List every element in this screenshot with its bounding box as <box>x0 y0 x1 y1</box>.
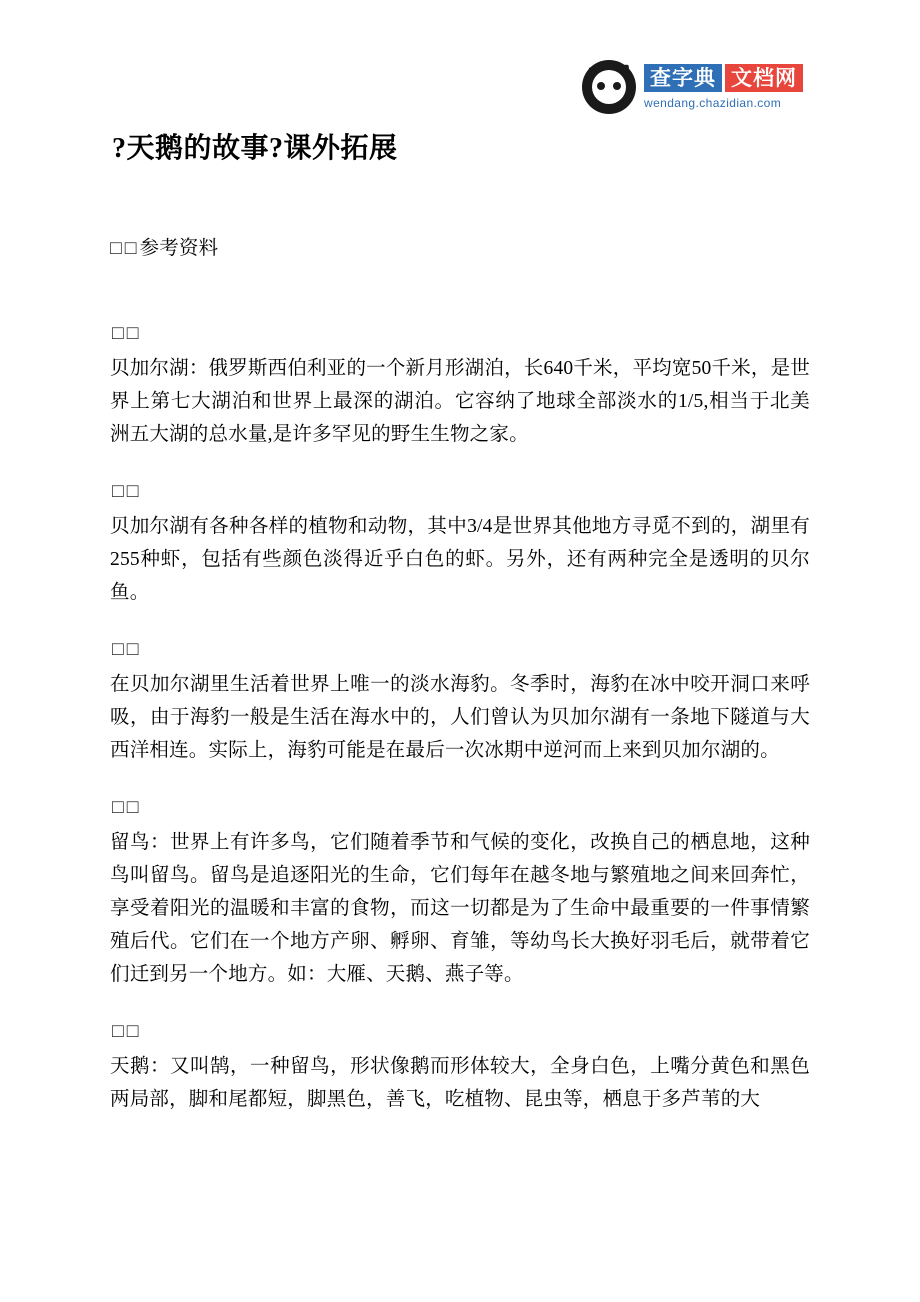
box-marker: □□ <box>110 238 140 259</box>
marker-line <box>110 791 810 824</box>
logo-url: wendang.chazidian.com <box>644 96 782 111</box>
logo-text-primary: 查字典 <box>644 64 722 92</box>
marker-line <box>110 1015 810 1048</box>
box-marker: □□ <box>112 1021 142 1042</box>
box-marker: □□ <box>112 797 142 818</box>
marker-line <box>110 475 810 508</box>
page-title: ?天鹅的故事?课外拓展 <box>112 132 398 164</box>
paragraph-baikal-intro: 贝加尔湖：俄罗斯西伯利亚的一个新月形湖泊，长640千米，平均宽50千米，是世界上第七大湖泊和世界上最深的湖泊。它容纳了地球全部淡水的1/5,相当于北美洲五大湖的总水量,是许多罕见的野生生物之家。 <box>110 358 810 445</box>
box-marker: □□ <box>112 639 142 660</box>
marker-line <box>110 633 810 666</box>
site-logo <box>582 58 812 116</box>
heading-text: 参考资料 <box>139 238 219 259</box>
paragraph-heading <box>110 232 810 265</box>
logo-text-secondary: 文档网 <box>725 64 803 92</box>
paragraph-resident-birds: 留鸟：世界上有许多鸟，它们随着季节和气候的变化，改换自己的栖息地，这种鸟叫留鸟。留鸟是追逐阳光的生命，它们每年在越冬地与繁殖地之间来回奔忙，享受着阳光的温暖和丰富的食物，而这一切都是为了生命中最重要的一件事情繁殖后代。它们在一个地方产卵、孵卵、育雏，等幼鸟长大换好羽毛后，就带着它们迁到另一个地方。如：大雁、天鹅、燕子等。 <box>110 832 810 985</box>
graduate-mascot-icon <box>582 60 636 114</box>
document-body <box>110 232 810 1140</box>
box-marker: □□ <box>112 481 142 502</box>
paragraph-swan: 天鹅：又叫鹄，一种留鸟，形状像鹅而形体较大，全身白色，上嘴分黄色和黑色两局部，脚和尾都短，脚黑色，善飞，吃植物、昆虫等，栖息于多芦苇的大 <box>110 1056 810 1110</box>
box-marker: □□ <box>112 323 142 344</box>
marker-line <box>110 317 810 350</box>
logo-text <box>644 64 803 110</box>
paragraph-seal: 在贝加尔湖里生活着世界上唯一的淡水海豹。冬季时，海豹在冰中咬开洞口来呼吸，由于海豹一般是生活在海水中的，人们曾认为贝加尔湖有一条地下隧道与大西洋相连。实际上，海豹可能是在最后一次冰期中逆河而上来到贝加尔湖的。 <box>110 674 810 761</box>
paragraph-baikal-flora-fauna: 贝加尔湖有各种各样的植物和动物，其中3/4是世界其他地方寻觅不到的，湖里有255种虾，包括有些颜色淡得近乎白色的虾。另外，还有两种完全是透明的贝尔鱼。 <box>110 516 810 603</box>
